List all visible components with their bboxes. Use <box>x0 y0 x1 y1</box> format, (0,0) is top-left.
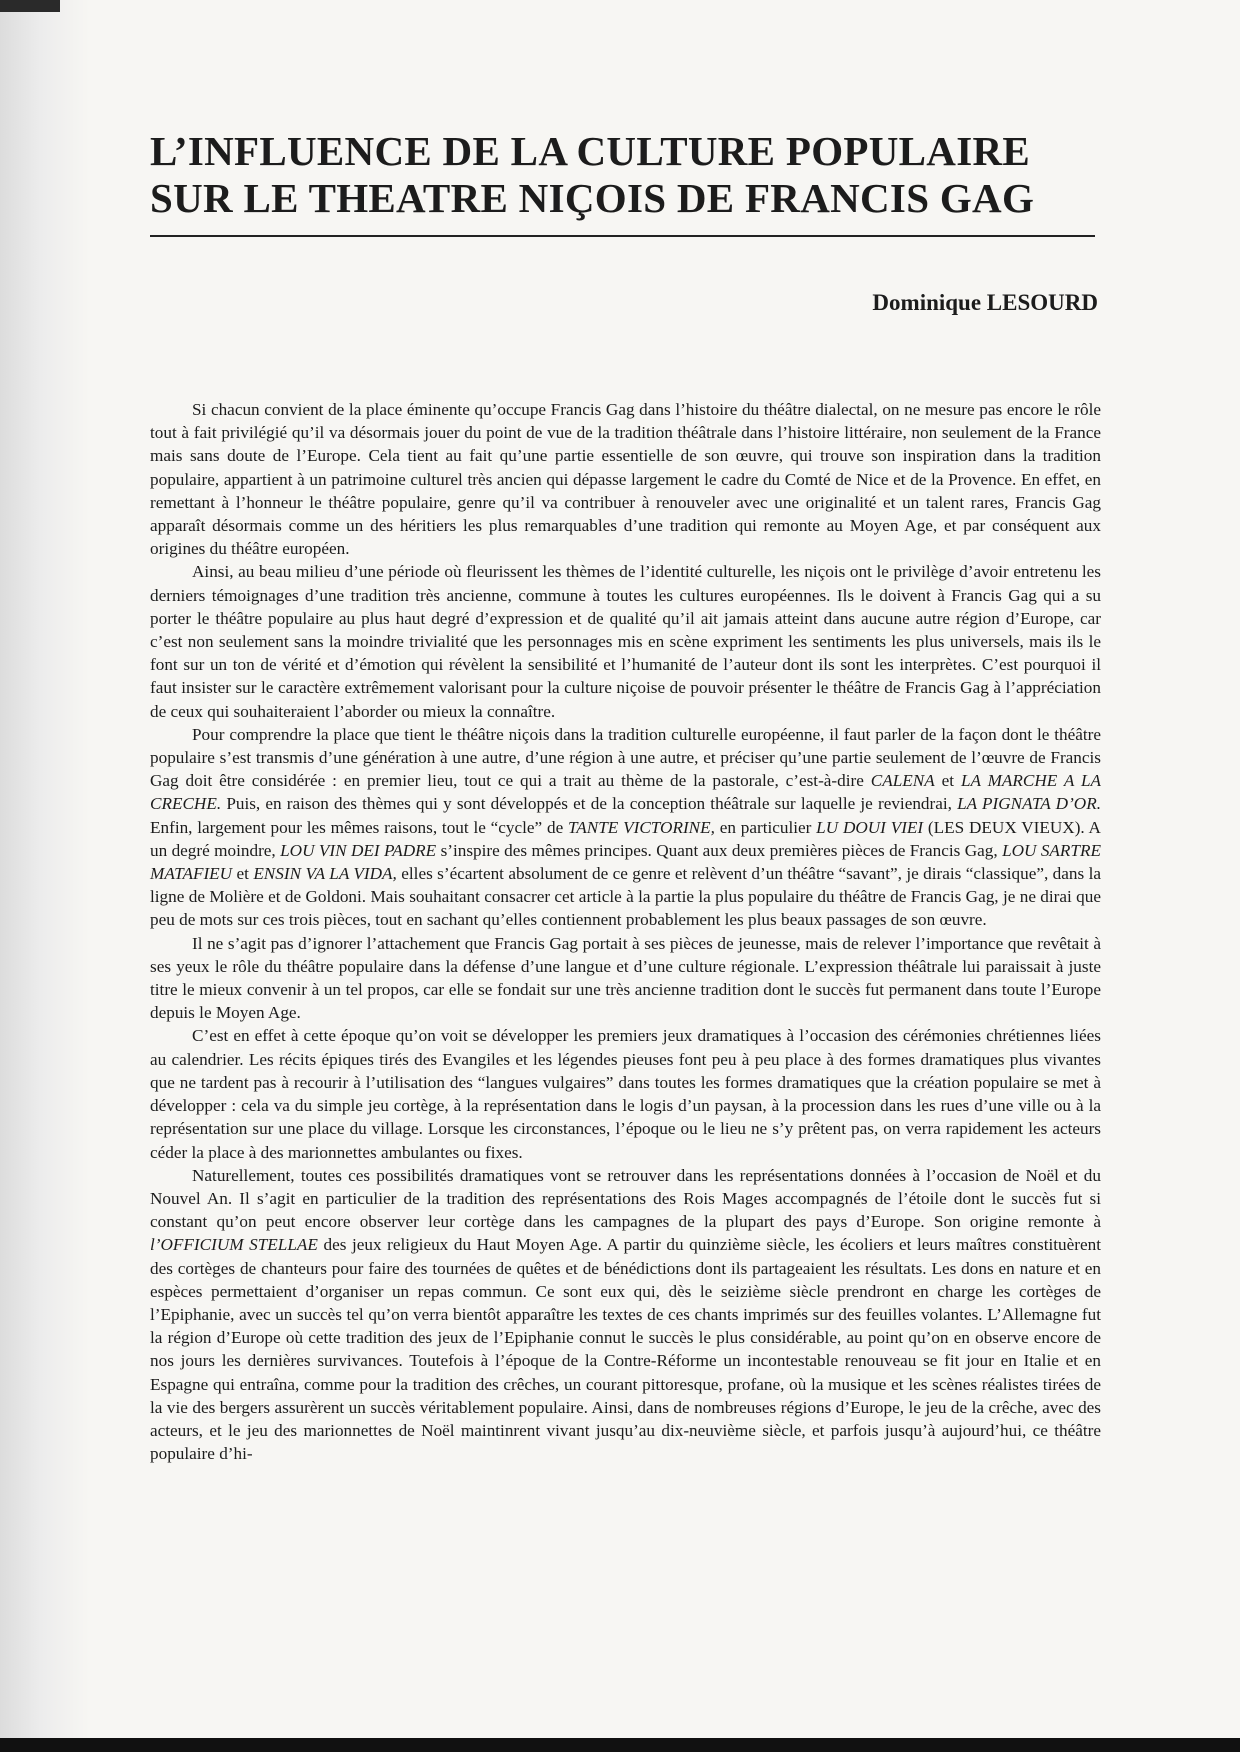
italic-title-text: ENSIN VA LA VIDA, <box>253 864 397 884</box>
paragraph-text: Naturellement, toutes ces possibilités dramatiques vont se retrouver dans les représentations données à l’occasion de Noël et du Nouvel An. Il s’agit en particulier de la tradition des représentations des Rois Mages accompagnés de l’étoile dont le succès fut si constant qu’on peut encore observer leur cortège dans les campagnes de la plupart des pays d’Europe. Son origine remonte à <box>150 1165 1101 1232</box>
paragraph-text: (LES DEUX VIEUX). A un degré moindre, <box>150 817 1101 860</box>
body-paragraph <box>150 1164 1101 1466</box>
italic-title-text: LOU VIN DEI PADRE <box>280 840 437 860</box>
body-paragraph <box>150 398 1101 560</box>
paragraph-text: s’inspire des mêmes principes. Quant aux deux premières pièces de Francis Gag, <box>436 840 1003 860</box>
paragraph-text: en particulier <box>714 817 817 837</box>
paragraph-text: elles s’écartent absolument de ce genre et relèvent d’un théâtre “savant”, je dirais “classique”, dans la ligne de Molière et de Goldoni. Mais souhaitant consacrer cet article à la partie la plus populaire du théâtre de Francis Gag, je ne dirai que peu de mots sur ces trois pièces, tout en sachant qu’elles contiennent probablement les plus beaux passages de son œuvre. <box>150 864 1101 930</box>
paragraph-text: Puis, en raison des thèmes qui y sont développés et de la conception théâtrale sur laquelle je reviendrai, <box>221 794 958 814</box>
italic-title-text: LU DOUI VIEI <box>816 817 924 837</box>
paragraph-text: et <box>934 771 961 791</box>
italic-title-text: l’OFFICIUM STELLAE <box>150 1235 318 1255</box>
paragraph-text: et <box>232 864 254 884</box>
paragraph-text: Pour comprendre la place que tient le théâtre niçois dans la tradition culturelle européenne, il faut parler de la façon dont le théâtre populaire s’est transmis d’une génération à une autre, d’une région à une autre, et préciser qu’une partie seulement de l’œuvre de Francis Gag doit être considérée : en premier lieu, tout ce qui a trait au thème de la pastorale, c’est-à-dire <box>150 724 1101 791</box>
italic-title-text: LOU SARTRE MATAFIEU <box>150 840 1101 884</box>
body-paragraph <box>150 723 1101 932</box>
paragraph-text: des jeux religieux du Haut Moyen Age. A partir du quinzième siècle, les écoliers et leurs maîtres constituèrent des cortèges de chanteurs pour faire des tournées de quêtes et de bénédictions dont ils partageaient les résultats. Les dons en nature et en espèces permettaient d’organiser un repas commun. Ce sont eux qui, dès le seizième siècle prendront en charge les cortèges de l’Epiphanie, avec un succès tel qu’on verra bientôt apparaître les textes de ces chants imprimés sur des feuilles volantes. L’Allemagne fut la région d’Europe où cette tradition des jeux de l’Epiphanie connut le succès le plus considérable, au point qu’on en observe encore de nos jours les dernières survivances. Toutefois à l’époque de la Contre-Réforme un incontestable renouveau se fit jour en Italie et en Espagne qui entraîna, comme pour la tradition des crêches, un courant pittoresque, profane, où la musique et les scènes réalistes tirées de la vie des bergers assurèrent un succès véritablement populaire. Ainsi, dans de nombreuses régions d’Europe, le jeu de la crêche, avec des acteurs, et le jeu des marionnettes de Noël maintinrent vivant jusqu’au dix-neuvième siècle, et parfois jusqu’à aujourd’hui, ce théâtre populaire d’hi- <box>150 1235 1101 1464</box>
body-paragraph <box>150 1024 1101 1163</box>
title-divider <box>150 235 1095 237</box>
article-header <box>150 128 1100 222</box>
paragraph-text: Ainsi, au beau milieu d’une période où fleurissent les thèmes de l’identité culturelle, les niçois ont le privilège d’avoir entretenu les derniers témoignages d’une tradition très ancienne, commune à toutes les cultures européennes. Ils le doivent à Francis Gag qui a su porter le théâtre populaire au plus haut degré d’expression et de qualité qu’il ait jamais atteint dans aucune autre région d’Europe, car c’est non seulement sans la moindre trivialité que les personnages mis en scène expriment les sentiments les plus universels, mais ils le font sur un ton de vérité et d’émotion qui révèlent la sensibilité et l’humanité de l’auteur dont ils sont les interprètes. C’est pourquoi il faut insister sur le caractère extrêmement valorisant pour la culture niçoise de pouvoir présenter le théâtre de Francis Gag à l’appréciation de ceux qui souhaiteraient l’aborder ou mieux la connaître. <box>150 562 1101 721</box>
italic-title-text: CALENA <box>870 771 935 791</box>
paragraph-text: Il ne s’agit pas d’ignorer l’attachement que Francis Gag portait à ses pièces de jeunesse, mais de relever l’importance que revêtait à ses yeux le rôle du théâtre populaire dans la défense d’une langue et d’une culture régionale. L’expression théâtrale lui paraissait à juste titre le mieux convenir à un tel propos, car elle se fondait sur une très ancienne tradition dont le succès fut permanent dans toute l’Europe depuis le Moyen Age. <box>150 933 1101 1023</box>
title-line-2: SUR LE THEATRE NIÇOIS DE FRANCIS GAG <box>150 175 1035 221</box>
paragraph-text: Si chacun convient de la place éminente qu’occupe Francis Gag dans l’histoire du théâtre dialectal, on ne mesure pas encore le rôle tout à fait privilégié qu’il va désormais jouer du point de vue de la tradition théâtrale dans l’histoire littéraire, non seulement de la France mais sans doute de l’Europe. Cela tient au fait qu’une partie essentielle de son œuvre, qui trouve son inspiration dans la tradition populaire, appartient à un patrimoine culturel très ancien qui dépasse largement le cadre du Comté de Nice et de la Provence. En effet, en remettant à l’honneur le théâtre populaire, genre qu’il va contribuer à renouveler avec une originalité et un talent rares, Francis Gag apparaît désormais comme un des héritiers les plus remarquables d’une tradition qui remonte au Moyen Age, et par conséquent aux origines du théâtre européen. <box>150 400 1101 559</box>
body-paragraph <box>150 560 1101 722</box>
scan-edge-top <box>0 0 60 12</box>
italic-title-text: LA MARCHE A LA CRECHE. <box>150 771 1102 814</box>
article-body <box>150 398 1101 1465</box>
article-title <box>150 128 1100 222</box>
italic-title-text: LA PIGNATA D’OR. <box>957 794 1101 814</box>
title-line-1: L’INFLUENCE DE LA CULTURE POPULAIRE <box>150 128 1031 174</box>
paragraph-text: Enfin, largement pour les mêmes raisons, tout le “cycle” de <box>150 817 568 837</box>
author-name: Dominique LESOURD <box>872 290 1098 315</box>
italic-title-text: TANTE VICTORINE, <box>568 817 715 837</box>
scan-edge-bottom <box>0 1738 1240 1752</box>
paragraph-text: C’est en effet à cette époque qu’on voit se développer les premiers jeux dramatiques à l’occasion des cérémonies chrétiennes liées au calendrier. Les récits épiques tirés des Evangiles et les légendes pieuses font peu à peu place à des formes dramatiques plus vivantes que ne tardent pas à recourir à l’utilisation des “langues vulgaires” dans toutes les formes dramatiques que la création populaire se met à développer : cela va du simple jeu cortège, à la représentation dans le logis d’un paysan, à la procession dans les rues d’une ville ou à la représentation sur une place du village. Lorsque les circonstances, l’époque ou le lieu ne s’y prêtent pas, on verra rapidement les acteurs céder la place à des marionnettes ambulantes ou fixes. <box>150 1026 1101 1162</box>
body-paragraph <box>150 932 1101 1025</box>
